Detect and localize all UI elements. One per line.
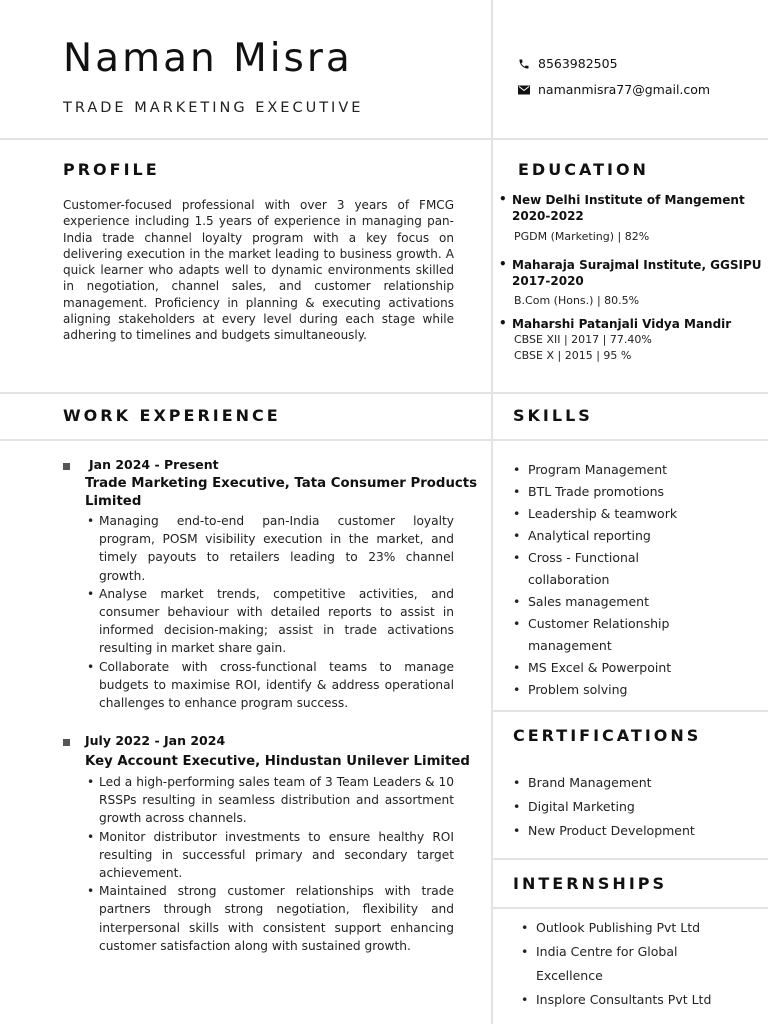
education-detail: CBSE X | 2015 | 95 %	[514, 349, 632, 362]
column-divider	[491, 0, 493, 1024]
job-role: TRADE MARKETING EXECUTIVE	[63, 100, 364, 116]
certifications-divider	[491, 858, 768, 860]
list-item: • Outlook Publishing Pvt Ltd	[521, 916, 741, 940]
job-title: Trade Marketing Executive, Tata Consumer Products Limited	[85, 476, 478, 509]
list-item: • Brand Management	[513, 771, 743, 795]
skills-divider	[491, 710, 768, 712]
list-item: • Monitor distributor investments to ensure healthy ROI resulting in successful primary and secondary target achievement.	[85, 828, 454, 883]
education-heading: EDUCATION	[518, 160, 649, 179]
phone-number: 8563982505	[538, 56, 618, 71]
email-contact	[518, 82, 710, 97]
list-item: • Collaborate with cross-functional teams to manage budgets to maximise ROI, identify & address operational challenges to enhance program success.	[85, 658, 454, 713]
job-dates: July 2022 - Jan 2024	[85, 733, 226, 748]
education-detail: CBSE XII | 2017 | 77.40%	[514, 333, 652, 346]
certifications-list	[513, 771, 743, 843]
internships-list	[521, 916, 741, 1012]
job-responsibilities	[85, 773, 454, 955]
email-address[interactable]: namanmisra77@gmail.com	[538, 82, 711, 97]
list-item: • Digital Marketing	[513, 795, 743, 819]
job-responsibilities	[85, 512, 454, 712]
education-detail: B.Com (Hons.) | 80.5%	[514, 294, 640, 307]
list-item: • MS Excel & Powerpoint	[513, 657, 713, 679]
internships-heading: INTERNSHIPS	[513, 874, 668, 893]
list-item: • Analyse market trends, competitive activities, and consumer behaviour with detailed reports to assist in informed decision-making; assist in trade activations resulting in market share gain.	[85, 585, 454, 658]
institution-name: Maharshi Patanjali Vidya Mandir	[512, 317, 732, 331]
email-icon	[518, 85, 530, 95]
list-item: • Program Management	[513, 459, 713, 481]
list-item: • Insplore Consultants Pvt Ltd	[521, 988, 741, 1012]
list-item: • Led a high-performing sales team of 3 Team Leaders & 10 RSSPs resulting in seamless distribution and assortment growth across channels.	[85, 773, 454, 828]
education-years: 2017-2020	[512, 274, 584, 288]
profile-heading: PROFILE	[63, 160, 160, 179]
header-divider	[0, 138, 768, 140]
certifications-heading: CERTIFICATIONS	[513, 726, 702, 745]
skills-list	[513, 459, 713, 701]
internships-title-divider	[491, 907, 768, 909]
list-item: • BTL Trade promotions	[513, 481, 713, 503]
phone-icon	[518, 58, 530, 70]
experience-title-divider	[0, 439, 768, 441]
education-item: • Maharaja Surajmal Institute, GGSIPU 2017-2020 B.Com (Hons.) | 80.5%	[499, 257, 762, 307]
list-item: • Leadership & teamwork	[513, 503, 713, 525]
list-item: • Customer Relationship management	[513, 613, 713, 657]
list-item: • Problem solving	[513, 679, 713, 701]
education-item: • New Delhi Institute of Mangement 2020-2022 PGDM (Marketing) | 82%	[499, 192, 745, 243]
job-title: Key Account Executive, Hindustan Unilever Limited	[85, 754, 470, 769]
skills-heading: SKILLS	[513, 406, 593, 425]
list-item: • Sales management	[513, 591, 713, 613]
candidate-name: Naman Misra	[63, 36, 353, 81]
job-marker	[63, 463, 70, 470]
list-item: • Managing end-to-end pan-India customer loyalty program, POSM visibility execution in the market, and timely payouts to retailers leading to 23% channel growth.	[85, 512, 454, 585]
education-years: 2020-2022	[512, 209, 584, 223]
list-item: • India Centre for Global Excellence	[521, 940, 741, 988]
job-dates: Jan 2024 - Present	[89, 457, 219, 472]
job-marker	[63, 739, 70, 746]
phone-contact	[518, 56, 618, 71]
institution-name: Maharaja Surajmal Institute, GGSIPU	[512, 258, 762, 272]
list-item: • New Product Development	[513, 819, 743, 843]
work-experience-heading: WORK EXPERIENCE	[63, 406, 281, 425]
list-item: • Maintained strong customer relationships with trade partners through strong negotiation, flexibility and interpersonal skills with consistent support enhancing customer satisfaction along with sustained growth.	[85, 882, 454, 955]
list-item: • Cross - Functional collaboration	[513, 547, 713, 591]
profile-divider	[0, 392, 768, 394]
list-item: • Analytical reporting	[513, 525, 713, 547]
education-item: • Maharshi Patanjali Vidya Mandir CBSE XII | 2017 | 77.40% CBSE X | 2015 | 95 %	[499, 316, 732, 362]
education-detail: PGDM (Marketing) | 82%	[514, 230, 650, 243]
profile-summary: Customer-focused professional with over 3 years of FMCG experience including 1.5 years of experience in managing pan-India trade channel loyalty program with a key focus on delivering execution in the market leading to business growth. A quick learner who adapts well to dynamic environments skilled in negotiation, channel sales, and customer relationship management. Proficiency in planning & executing activations aligning stakeholders at every level during each stage while adhering to timelines and budgets simultaneously.	[63, 198, 454, 343]
institution-name: New Delhi Institute of Mangement	[512, 193, 745, 207]
